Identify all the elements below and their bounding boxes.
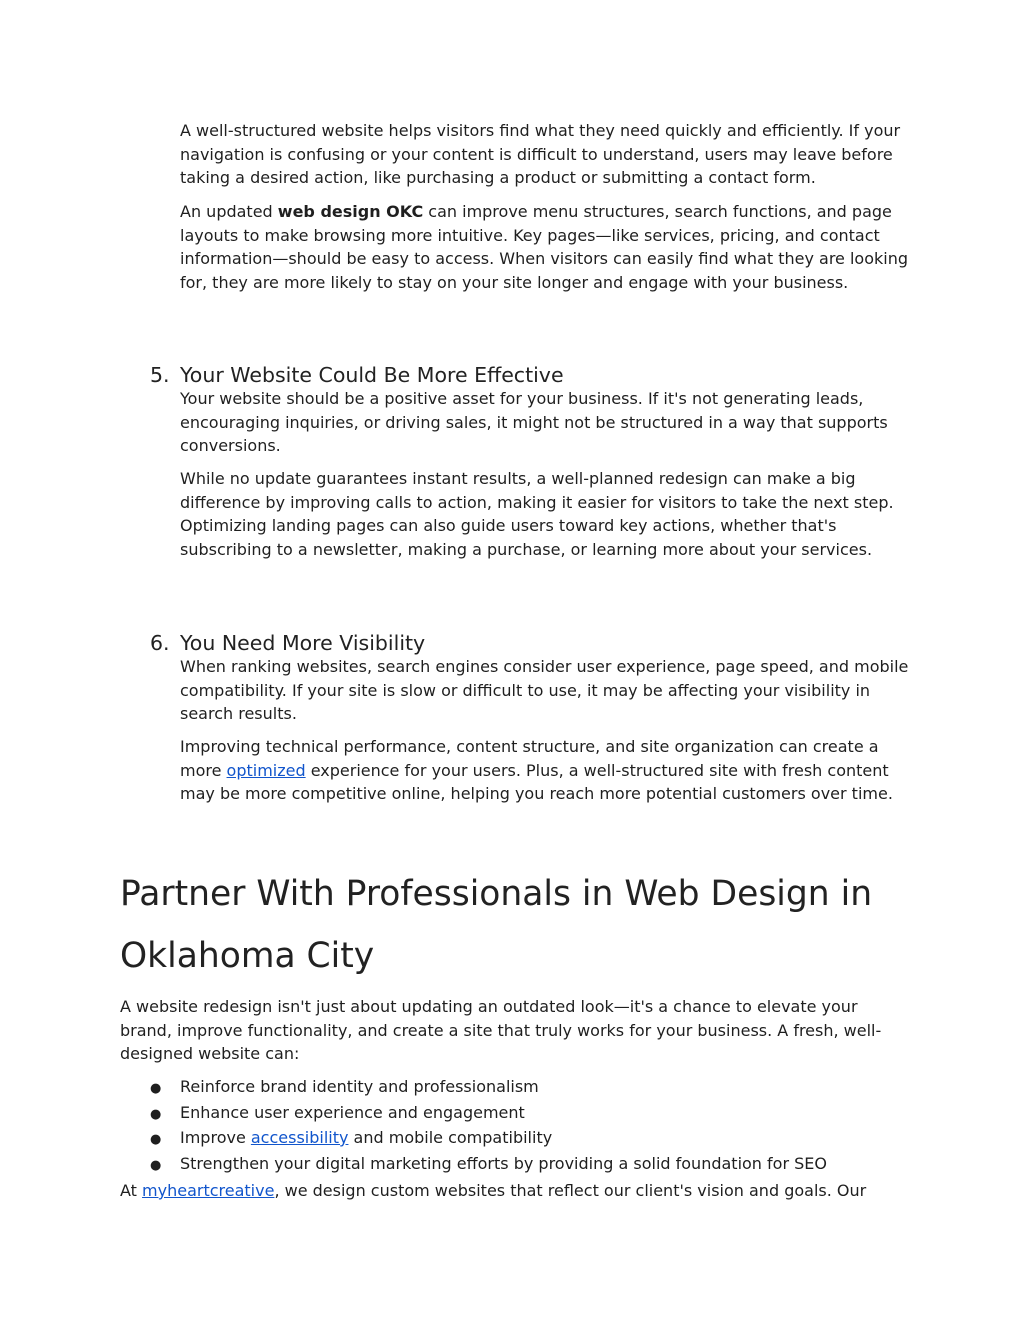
closing-paragraph — [120, 1179, 910, 1203]
list-item-text: Enhance user experience and engagement — [180, 1102, 525, 1122]
myheartcreative-link[interactable]: myheartcreative — [142, 1181, 275, 1200]
intro-paragraph-2-text-b: can improve menu structures, search functions, and page layouts to make browsing more intuitive. Key pages—like services, pricing, and contact information—should be easy to access. When visitors can easily find what they are looking for, they are more likely to stay on your site longer and engage with your business. — [180, 202, 908, 292]
list-item — [150, 1101, 910, 1127]
section-paragraph-1 — [120, 995, 910, 1066]
list-number-6: 6. — [150, 631, 170, 655]
item5-paragraph-2-text: While no update guarantees instant results, a well-planned redesign can make a big difference by improving calls to action, making it easier for visitors to take the next step. Optimizing landing pages can also guide users toward key actions, whether that's subscribing to a newsletter, making a purchase, or learning more about your services. — [180, 469, 894, 559]
closing-text-a: At — [120, 1181, 143, 1200]
section-heading — [120, 863, 920, 987]
accessibility-link[interactable]: accessibility — [250, 1128, 349, 1147]
list-item — [150, 1152, 910, 1178]
bullet-icon: ● — [150, 1106, 162, 1122]
optimized-link[interactable]: optimized — [226, 760, 306, 780]
item6-paragraph-2-text-a: Improving technical performance, content structure, and site organization can create a more — [180, 737, 879, 780]
closing-text-b: , we design custom websites that reflect our client's vision and goals. Our — [274, 1181, 867, 1200]
item6-paragraph-2 — [180, 735, 910, 806]
section-heading-line-1: Partner With Professionals in Web Design in — [120, 874, 873, 914]
list-item-text: Improve — [180, 1128, 251, 1147]
bullet-icon: ● — [150, 1081, 162, 1096]
list-item-text: Strengthen your digital marketing efforts by providing a solid foundation for SEO — [180, 1153, 827, 1173]
item5-paragraph-2 — [180, 467, 910, 561]
list-heading-5-text: Your Website Could Be More Effective — [180, 363, 564, 387]
section-heading-line-2: Oklahoma City — [120, 936, 375, 976]
list-item — [150, 1075, 910, 1101]
list-number-5: 5. — [150, 363, 170, 387]
list-heading-5 — [150, 363, 564, 387]
intro-paragraph-2 — [180, 200, 910, 294]
list-item — [150, 1126, 910, 1152]
bullet-icon: ● — [150, 1132, 162, 1147]
list-heading-6 — [150, 631, 425, 655]
intro-paragraph-2-text-a: An updated — [180, 202, 278, 221]
item5-paragraph-1-text: Your website should be a positive asset for your business. If it's not generating leads, encouraging inquiries, or driving sales, it might not be structured in a way that supports conversions. — [180, 389, 888, 455]
intro-paragraph-1 — [180, 119, 910, 190]
keyword-bold: web design OKC — [277, 202, 424, 221]
item6-paragraph-2-text-b: experience for your users. Plus, a well-structured site with fresh content may be more competitive online, helping you reach more potential customers over time. — [180, 760, 893, 803]
list-heading-6-text: You Need More Visibility — [180, 631, 426, 655]
list-item-text: and mobile compatibility — [348, 1128, 553, 1147]
bullet-icon: ● — [150, 1157, 162, 1173]
item6-paragraph-1 — [180, 655, 910, 726]
section-paragraph-1-text: A website redesign isn't just about updating an outdated look—it's a chance to elevate your brand, improve functionality, and create a site that truly works for your business. A fresh, well-designed website can: — [120, 997, 882, 1063]
item5-paragraph-1 — [180, 387, 910, 458]
benefits-list — [150, 1075, 910, 1177]
item6-paragraph-1-text: When ranking websites, search engines consider user experience, page speed, and mobile compatibility. If your site is slow or difficult to use, it may be affecting your visibility in search results. — [180, 657, 909, 723]
intro-paragraph-1-text: A well-structured website helps visitors find what they need quickly and efficiently. If your navigation is confusing or your content is difficult to understand, users may leave before taking a desired action, like purchasing a product or submitting a contact form. — [180, 121, 901, 187]
list-item-text: Reinforce brand identity and professionalism — [180, 1077, 539, 1096]
